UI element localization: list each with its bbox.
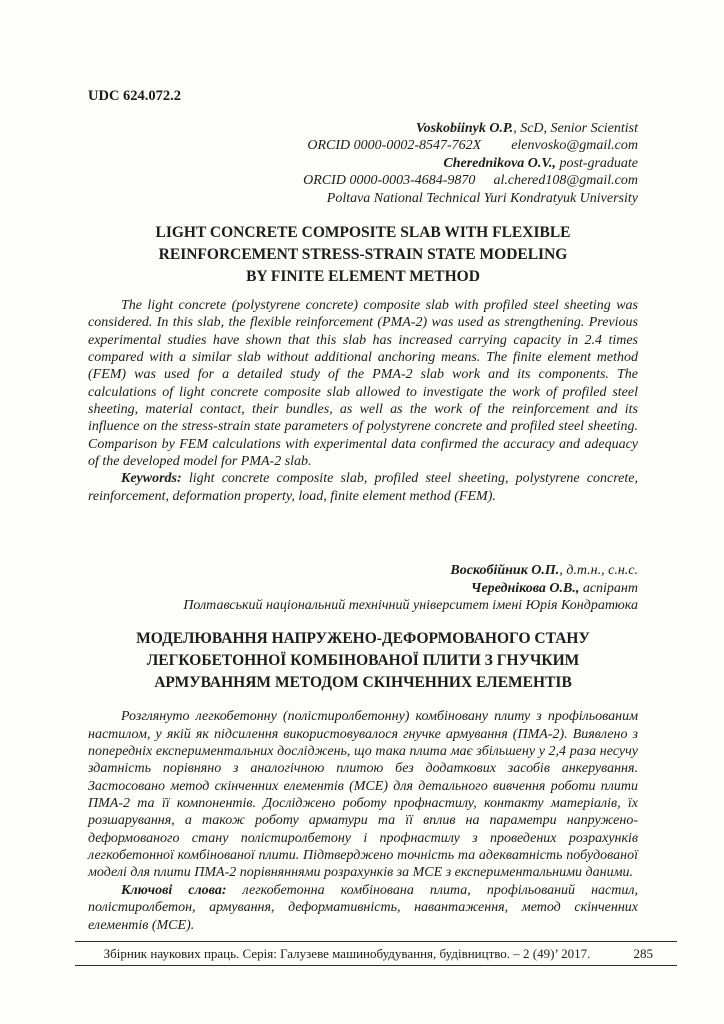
abstract-uk <box>88 708 638 881</box>
title-line: LIGHT CONCRETE COMPOSITE SLAB WITH FLEXIBLE <box>155 224 571 242</box>
author-line <box>88 562 638 579</box>
author-line <box>88 580 638 597</box>
title-line: ЛЕГКОБЕТОННОЇ КОМБІНОВАНОЇ ПЛИТИ З ГНУЧКИМ <box>146 652 580 670</box>
abstract-text: Розглянуто легкобетонну (полістиролбетонну) комбіновану плиту з профільованим настилом, у якій як підсилення використовувалося гнучке армування (ПМА-2). Виявлено з попередніх експериментальних досліджень, що така плита має збільшену у 2,4 раза несучу здатність порівняно з аналогічною плитою без додаткових засобів анкерування. Застосовано метод скінченних елементів (МСЕ) для детального вивчення роботи плити ПМА-2 та її компонентів. Досліджено роботу профнастилу, контакту матеріалів, їх розшарування, а також роботу арматури та її вплив на параметри напружено-деформованого стану полістиролбетону і профнастилу з проведених розрахунків легкобетонної комбінованої плити. Підтверджено точність та адекватність побудованої моделі для плити ПМА-2 порівняннями розрахунків за МСЕ з експериментальними даними. <box>88 709 638 881</box>
author-name: Voskobiinyk O.P. <box>415 121 514 136</box>
page-number: 285 <box>633 946 653 961</box>
abstract-text: The light concrete (polystyrene concrete) composite slab with profiled steel sheeting was considered. In this slab, the flexible reinforcement (PMA-2) was used as strengthening. Previous experimental studies have shown that this slab has increased carrying capacity in 2.4 times compared with a similar slab without additional anchoring means. The finite element method (FEM) was used for a detailed study of the PMA-2 slab work and its components. The calculations of light concrete composite slab allowed to investigate the work of profiled steel sheeting, material contact, their bundles, as well as the work of the reinforcement and its influence on the stress-strain state parameters of polystyrene concrete and profiled steel sheeting. Comparison by FEM calculations with experimental data confirmed the accuracy and adequacy of the developed model for PMA-2 slab. <box>88 298 638 470</box>
author-degree: аспірант <box>579 580 638 596</box>
author-orcid-line <box>88 137 638 154</box>
article-title-uk <box>88 628 638 694</box>
author-degree: post-graduate <box>555 155 638 171</box>
title-line: АРМУВАННЯМ МЕТОДОМ СКІНЧЕННИХ ЕЛЕМЕНТІВ <box>154 674 572 692</box>
page-content <box>88 88 638 934</box>
udc-code: UDC 624.072.2 <box>88 88 182 104</box>
page-footer <box>75 941 677 966</box>
keywords-text: light concrete composite slab, profiled steel sheeting, polystyrene concrete, reinforcement, deformation property, load, finite element method (FEM). <box>88 471 638 504</box>
article-title-en <box>88 222 638 288</box>
affiliation: Poltava National Technical Yuri Kondratyuk University <box>326 190 638 206</box>
title-line: BY FINITE ELEMENT METHOD <box>246 268 480 286</box>
author-block-uk <box>88 562 638 614</box>
author-name: Череднікова О.В., <box>470 580 580 596</box>
author-email: elenvosko@gmail.com <box>511 138 638 154</box>
keywords-uk <box>88 882 638 934</box>
author-email: al.chered108@gmail.com <box>493 173 638 189</box>
author-degree: , ScD, Senior Scientist <box>513 121 638 136</box>
keywords-text: легкобетонна комбінована плита, профільований настил, полістиролбетон, армування, деформативність, навантаження, метод скінченних елементів (МСЕ). <box>88 882 638 933</box>
title-line: МОДЕЛЮВАННЯ НАПРУЖЕНО-ДЕФОРМОВАНОГО СТАНУ <box>136 630 590 648</box>
author-orcid-line <box>88 172 638 189</box>
abstract-en <box>88 297 638 470</box>
keywords-label: Keywords: <box>121 471 182 487</box>
author-name: Cherednikova O.V., <box>443 155 556 171</box>
author-line <box>88 155 638 172</box>
keywords-label: Ключові слова: <box>121 882 227 898</box>
title-line: REINFORCEMENT STRESS-STRAIN STATE MODELING <box>158 246 568 264</box>
author-name: Воскобійник О.П. <box>450 563 560 579</box>
affiliation: Полтавський національний технічний університет імені Юрія Кондратюка <box>183 597 638 613</box>
author-line <box>88 120 638 137</box>
keywords-en <box>88 470 638 505</box>
journal-info: Збірник наукових праць. Серія: Галузеве машинобудування, будівництво. – 2 (49)’ 2017. <box>103 946 591 961</box>
author-degree: , д.т.н., с.н.с. <box>559 563 638 579</box>
orcid-id: ORCID 0000-0002-8547-762X <box>307 138 482 154</box>
author-block-en <box>88 120 638 207</box>
orcid-id: ORCID 0000-0003-4684-9870 <box>303 173 476 189</box>
